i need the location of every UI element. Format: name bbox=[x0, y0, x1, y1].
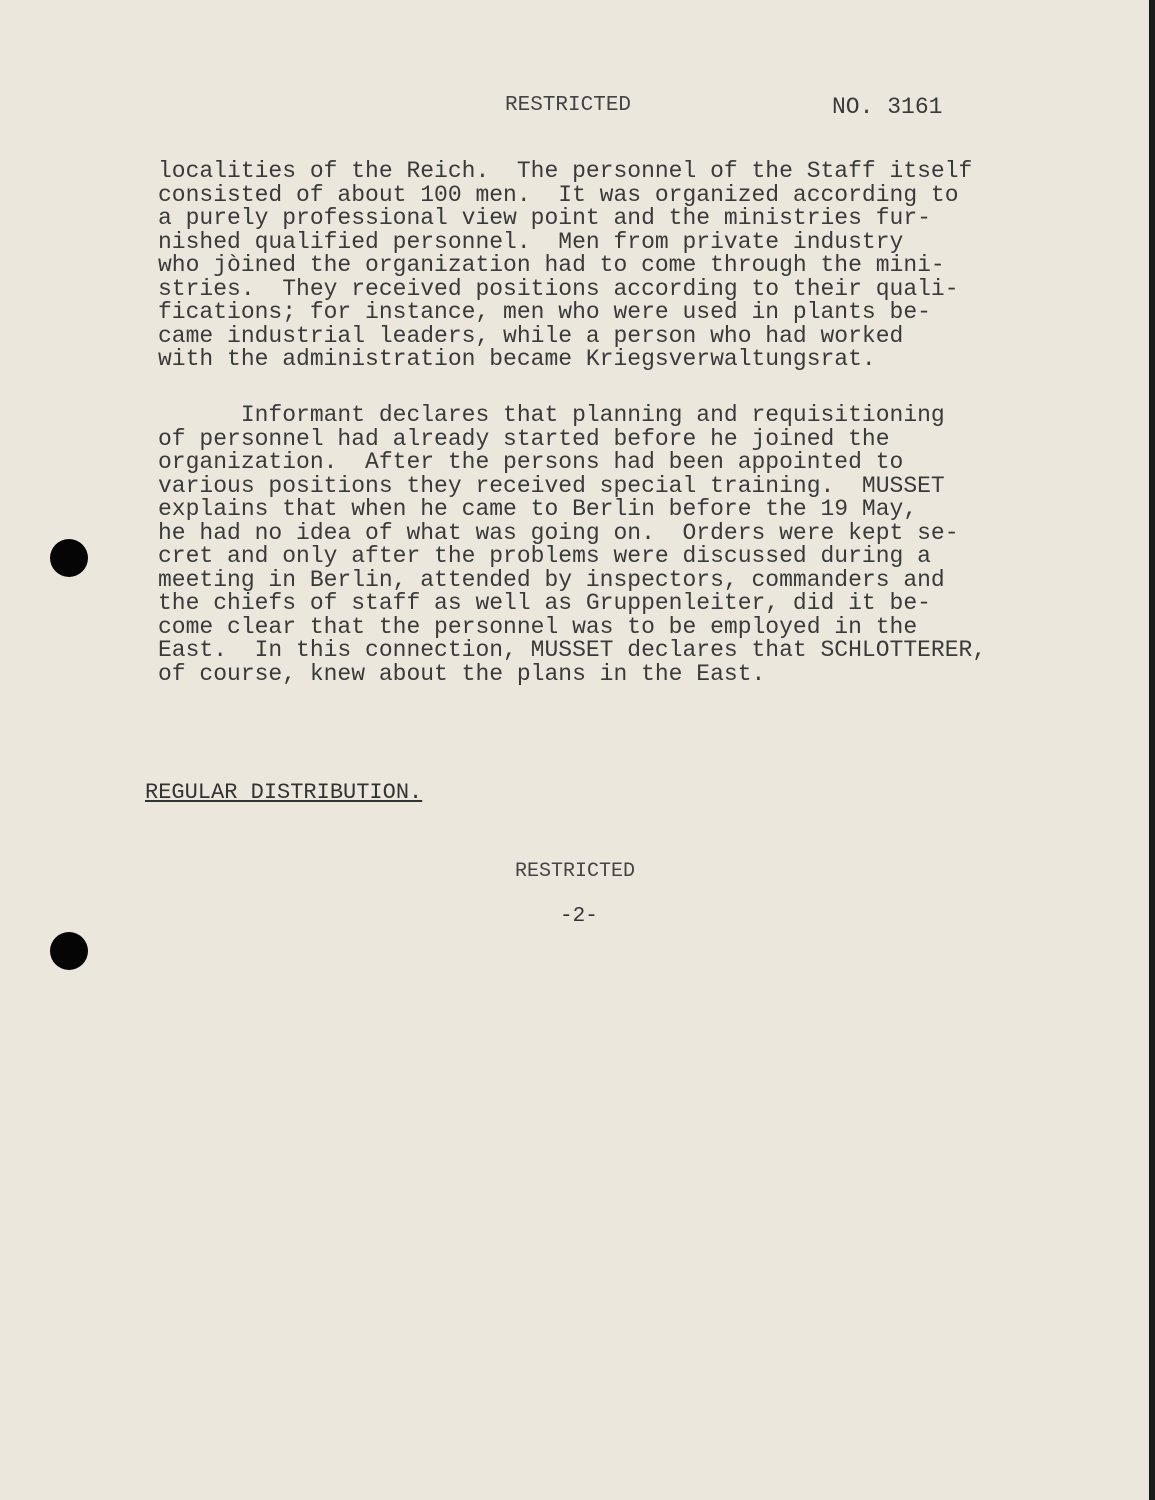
paragraph-2 bbox=[158, 404, 986, 686]
paragraph-line: the chiefs of staff as well as Gruppenleiter, did it be- bbox=[158, 590, 931, 616]
paragraph-line: explains that when he came to Berlin before the 19 May, bbox=[158, 496, 918, 522]
paragraph-line: stries. They received positions according to their quali- bbox=[158, 275, 959, 302]
page-number: -2- bbox=[560, 905, 598, 928]
paragraph-line: organization. After the persons had been appointed to bbox=[158, 449, 904, 475]
punch-hole bbox=[50, 932, 88, 970]
paragraph-line: East. In this connection, MUSSET declares that SCHLOTTERER, bbox=[158, 637, 987, 663]
paragraph-line: of course, knew about the plans in the East. bbox=[158, 660, 766, 687]
paragraph-line: nished qualified personnel. Men from private industry bbox=[158, 228, 904, 255]
paragraph-line: he had no idea of what was going on. Orders were kept se- bbox=[158, 519, 959, 546]
paragraph-line: cret and only after the problems were discussed during a bbox=[158, 543, 931, 569]
paragraph-line: localities of the Reich. The personnel of the Staff itself bbox=[158, 158, 973, 184]
footer-classification: RESTRICTED bbox=[515, 860, 636, 883]
paragraph-line: consisted of about 100 men. It was organized according to bbox=[158, 181, 959, 208]
paragraph-line: who jòined the organization had to come through the mini- bbox=[158, 252, 945, 278]
paragraph-line: Informant declares that planning and requisitioning bbox=[158, 402, 945, 428]
paragraph-line: of personnel had already started before he joined the bbox=[158, 425, 890, 452]
document-number: NO. 3161 bbox=[832, 94, 943, 120]
scan-edge bbox=[1149, 0, 1155, 1500]
header-classification: RESTRICTED bbox=[505, 94, 632, 117]
paragraph-line: come clear that the personnel was to be employed in the bbox=[158, 613, 918, 640]
paragraph-line: various positions they received special training. MUSSET bbox=[158, 472, 945, 499]
punch-hole bbox=[50, 539, 88, 577]
distribution-note: REGULAR DISTRIBUTION. bbox=[145, 780, 423, 805]
paragraph-line: fications; for instance, men who were used in plants be- bbox=[158, 299, 931, 325]
paragraph-1 bbox=[158, 160, 972, 372]
paragraph-line: with the administration became Kriegsverwaltungsrat. bbox=[158, 346, 876, 372]
paragraph-line: a purely professional view point and the ministries fur- bbox=[158, 205, 931, 231]
paragraph-line: meeting in Berlin, attended by inspectors, commanders and bbox=[158, 566, 945, 593]
paragraph-line: came industrial leaders, while a person who had worked bbox=[158, 322, 904, 349]
